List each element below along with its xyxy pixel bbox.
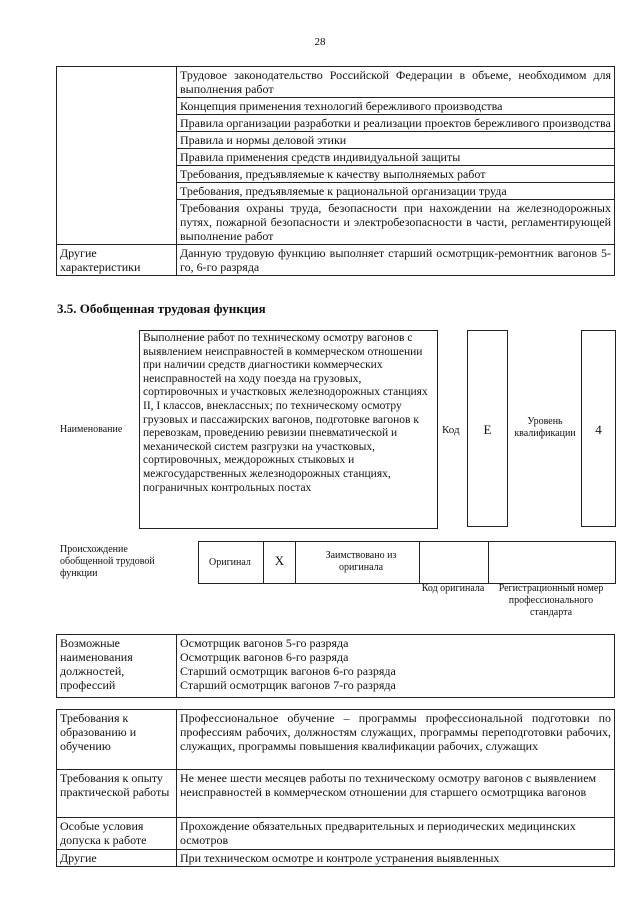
knowledge-item: Требования охраны труда, безопасности при нахождении на железнодорожных путях, пожарной безопасности и электробезопасности в части, регламентирующей выполнение работ xyxy=(177,200,615,245)
knowledge-item: Трудовое законодательство Российской Федерации в объеме, необходимом для выполнения работ xyxy=(177,67,615,98)
positions-label: Возможные наименования должностей, профессий xyxy=(57,635,177,698)
requirement-text: Прохождение обязательных предварительных и периодических медицинских осмотров xyxy=(177,818,615,850)
page-number: 28 xyxy=(314,36,326,48)
other-characteristics-text: Данную трудовую функцию выполняет старший осмотрщик-ремонтник вагонов 5-го, 6-го разряда xyxy=(177,245,615,276)
origin-label: Происхождение обобщенной трудовой функции xyxy=(60,544,155,579)
borrowed-label: Заимствовано из оригинала xyxy=(325,550,397,573)
origin-box xyxy=(198,541,616,584)
requirement-text: Не менее шести месяцев работы по техническому осмотру вагонов с выявлением неисправностей в коммерческом отношении для старшего осмотрщика вагонов xyxy=(177,770,615,818)
requirement-text: Профессиональное обучение – программы профессиональной подготовки по профессиям рабочих, должностям служащих, программы переподготовки рабочих, служащих, программы повышения квалификации рабочих, служащих xyxy=(177,710,615,770)
knowledge-item: Требования, предъявляемые к рациональной организации труда xyxy=(177,183,615,200)
level-value: 4 xyxy=(595,422,602,437)
knowledge-item: Правила и нормы деловой этики xyxy=(177,132,615,149)
requirement-label: Особые условия допуска к работе xyxy=(57,818,177,850)
name-label: Наименование xyxy=(60,424,123,435)
requirement-label: Другие xyxy=(57,850,177,867)
code-box xyxy=(467,330,508,527)
knowledge-item: Правила организации разработки и реализации проектов бережливого производства xyxy=(177,115,615,132)
level-box xyxy=(581,330,616,527)
original-mark: X xyxy=(274,553,285,568)
position-item: Старший осмотрщик вагонов 6-го разряда xyxy=(180,664,396,678)
level-label: Уровень квалификации xyxy=(514,416,576,439)
section-heading: 3.5. Обобщенная трудовая функция xyxy=(57,301,266,316)
positions-list xyxy=(177,635,615,698)
position-item: Осмотрщик вагонов 5-го разряда xyxy=(180,636,349,650)
original-label: Оригинал xyxy=(209,557,251,568)
positions-table xyxy=(56,634,615,698)
knowledge-table xyxy=(56,66,615,276)
knowledge-item: Концепция применения технологий бережливого производства xyxy=(177,98,615,115)
code-original-caption: Код оригинала xyxy=(421,583,485,594)
requirement-label: Требования к опыту практической работы xyxy=(57,770,177,818)
requirements-table xyxy=(56,709,615,867)
position-item: Осмотрщик вагонов 6-го разряда xyxy=(180,650,349,664)
other-characteristics-label: Другие характеристики xyxy=(57,245,177,276)
reg-number-caption: Регистрационный номер профессионального стандарта xyxy=(498,583,604,618)
empty-label-cell xyxy=(57,67,177,245)
knowledge-item: Требования, предъявляемые к качеству выполняемых работ xyxy=(177,166,615,183)
function-name-text: Выполнение работ по техническому осмотру вагонов с выявлением неисправностей в коммерческом отношении при наличии средств диагностики коммерческих неисправностей на ходу поезда на грузовых, сортировочных и участковых железнодорожных станциях II, I классов, внеклассных; по техническому осмотру грузовых и пассажирских вагонов, подготовке вагонов к перевозкам, проведению ревизии пневматической и механической систем разгрузки на участковых, сортировочных, междорожных стыковых и межгосударственных железнодорожных станциях, пограничных контрольных постах xyxy=(139,330,438,529)
knowledge-item: Правила применения средств индивидуальной защиты xyxy=(177,149,615,166)
requirement-label: Требования к образованию и обучению xyxy=(57,710,177,770)
code-label: Код xyxy=(442,424,460,436)
requirement-text: При техническом осмотре и контроле устранения выявленных xyxy=(177,850,615,867)
code-value: E xyxy=(483,422,492,437)
position-item: Старший осмотрщик вагонов 7-го разряда xyxy=(180,678,396,692)
